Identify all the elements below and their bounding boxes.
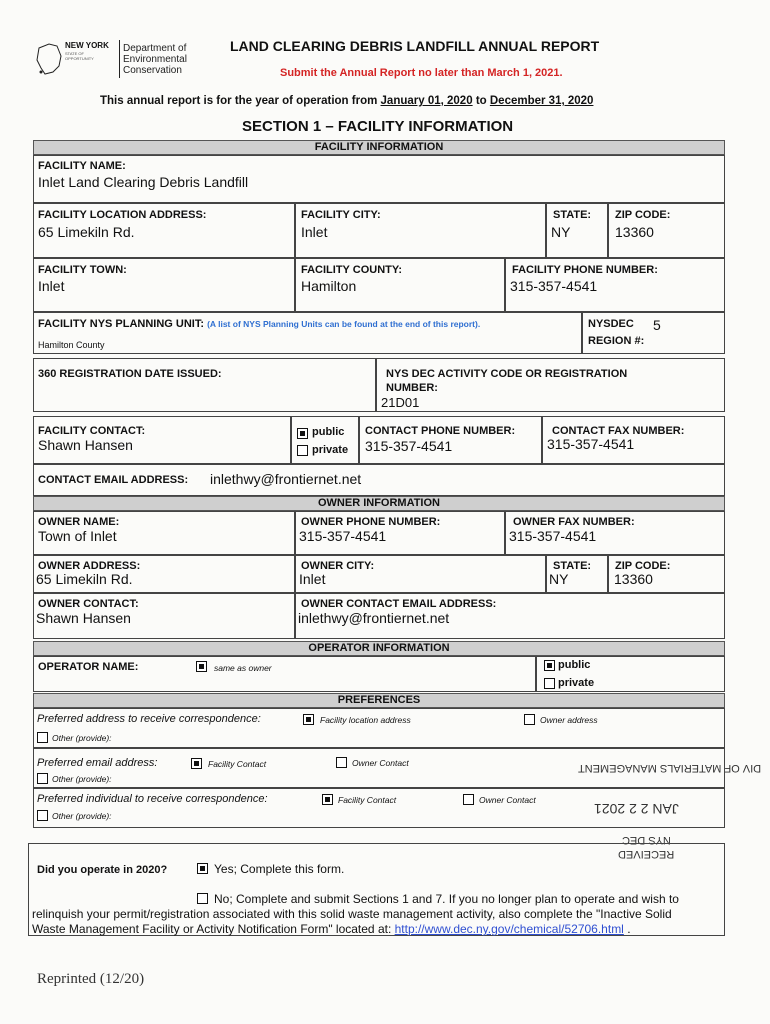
registration-date-label: 360 REGISTRATION DATE ISSUED:: [38, 368, 222, 380]
logo-divider: [119, 40, 120, 78]
pref-individual-other-label: Other (provide):: [52, 811, 112, 821]
pref-individual-facility-checkbox[interactable]: [322, 794, 333, 805]
planning-unit-cell[interactable]: [33, 312, 582, 354]
owner-email-label: OWNER CONTACT EMAIL ADDRESS:: [301, 598, 497, 610]
pref-address-owner-checkbox[interactable]: [524, 714, 535, 725]
facility-state-value: NY: [551, 224, 571, 240]
owner-email-value: inlethwy@frontiernet.net: [298, 610, 450, 626]
new-york-state-map-icon: [35, 42, 63, 78]
facility-public-label: public: [312, 426, 345, 438]
operator-private-label: private: [558, 677, 595, 689]
facility-contact-type-cell: [291, 416, 359, 464]
year-of-operation-line: [100, 95, 593, 107]
owner-state-cell[interactable]: [546, 555, 608, 593]
owner-zip-value: 13360: [614, 571, 653, 587]
preferences-bar: PREFERENCES: [33, 693, 725, 708]
owner-address-value: 65 Limekiln Rd.: [36, 571, 133, 587]
reprint-footer: Reprinted (12/20): [37, 971, 145, 987]
facility-town-value: Inlet: [38, 278, 65, 294]
pref-individual-owner-checkbox[interactable]: [463, 794, 474, 805]
owner-city-cell[interactable]: [295, 555, 546, 593]
pref-address-row: [33, 708, 725, 748]
owner-fax-cell[interactable]: [505, 511, 725, 555]
activity-code-label-2: NUMBER:: [386, 382, 438, 394]
operate-no-line3-text: Waste Management Facility or Activity Notification Form" located at:: [32, 922, 392, 936]
pref-address-facility-label: Facility location address: [320, 715, 411, 725]
owner-state-label: STATE:: [553, 560, 592, 572]
contact-fax-value: 315-357-4541: [547, 436, 635, 452]
facility-town-label: FACILITY TOWN:: [38, 264, 127, 276]
operate-yes-label: Yes; Complete this form.: [214, 862, 345, 876]
pref-email-facility-label: Facility Contact: [208, 759, 267, 769]
facility-phone-cell[interactable]: [505, 258, 725, 312]
owner-contact-cell[interactable]: [33, 593, 295, 639]
pref-email-other-label: Other (provide):: [52, 774, 112, 784]
year-to: December 31, 2020: [489, 95, 594, 107]
year-to-word: to: [475, 95, 487, 107]
facility-contact-value: Shawn Hansen: [38, 437, 133, 453]
owner-phone-cell[interactable]: [295, 511, 505, 555]
pref-address-question: Preferred address to receive correspondence:: [37, 713, 261, 725]
contact-email-cell[interactable]: [33, 464, 725, 496]
contact-phone-label: CONTACT PHONE NUMBER:: [365, 425, 516, 437]
operate-no-text: No; Complete and submit Sections 1 and 7. If you no longer plan to operate and wish to: [214, 892, 679, 906]
year-from: January 01, 2020: [380, 95, 473, 107]
operator-public-label: public: [558, 659, 591, 671]
facility-state-label: STATE:: [553, 209, 592, 221]
pref-email-owner-checkbox[interactable]: [336, 757, 347, 768]
pref-individual-question: Preferred individual to receive correspondence:: [37, 793, 268, 805]
facility-public-checkbox[interactable]: [297, 428, 308, 439]
owner-email-cell[interactable]: [295, 593, 725, 639]
region-label-1: NYSDEC: [588, 318, 634, 330]
pref-email-owner-label: Owner Contact: [352, 758, 409, 768]
facility-address-value: 65 Limekiln Rd.: [38, 224, 135, 240]
owner-zip-cell[interactable]: [608, 555, 725, 593]
owner-contact-label: OWNER CONTACT:: [38, 598, 139, 610]
operate-period: .: [627, 922, 631, 936]
activity-code-value: 21D01: [381, 395, 420, 410]
facility-contact-label: FACILITY CONTACT:: [38, 425, 146, 437]
facility-private-checkbox[interactable]: [297, 445, 308, 456]
facility-zip-value: 13360: [615, 224, 654, 240]
owner-contact-value: Shawn Hansen: [36, 610, 131, 626]
owner-fax-value: 315-357-4541: [509, 528, 597, 544]
facility-private-label: private: [312, 444, 349, 456]
pref-email-question: Preferred email address:: [37, 757, 158, 769]
owner-zip-label: ZIP CODE:: [615, 560, 671, 572]
contact-fax-label: CONTACT FAX NUMBER:: [552, 425, 685, 437]
activity-code-label-1: NYS DEC ACTIVITY CODE OR REGISTRATION: [386, 368, 628, 380]
owner-city-value: Inlet: [299, 571, 326, 587]
pref-individual-owner-label: Owner Contact: [479, 795, 536, 805]
facility-name-cell[interactable]: [33, 155, 725, 203]
same-as-owner-checkbox[interactable]: [196, 661, 207, 672]
pref-email-facility-checkbox[interactable]: [191, 758, 202, 769]
facility-address-label: FACILITY LOCATION ADDRESS:: [38, 209, 207, 221]
operator-public-checkbox[interactable]: [544, 660, 555, 671]
pref-address-owner-label: Owner address: [540, 715, 598, 725]
facility-name-label: FACILITY NAME:: [38, 160, 126, 172]
deadline-notice: Submit the Annual Report no later than March 1, 2021.: [280, 67, 563, 79]
operate-question-box: [28, 843, 725, 936]
pref-individual-other-checkbox[interactable]: [37, 810, 48, 821]
owner-phone-value: 315-357-4541: [299, 528, 387, 544]
facility-name-value: Inlet Land Clearing Debris Landfill: [38, 174, 249, 190]
facility-address-cell[interactable]: [33, 203, 295, 258]
operate-no-line2: relinquish your permit/registration associated with this solid waste management activity, also complete the "Inactive Solid: [32, 907, 672, 921]
stamp-received: RECEIVED: [618, 848, 675, 860]
facility-contact-cell[interactable]: [33, 416, 291, 464]
facility-city-cell[interactable]: [295, 203, 546, 258]
logo-ny-subtext: STATE OF OPPORTUNITY: [65, 51, 94, 61]
contact-fax-cell[interactable]: [542, 416, 725, 464]
pref-individual-facility-label: Facility Contact: [338, 795, 397, 805]
pref-address-facility-checkbox[interactable]: [303, 714, 314, 725]
facility-county-value: Hamilton: [301, 278, 357, 294]
operate-no-line3: [32, 922, 631, 936]
pref-address-other-label: Other (provide):: [52, 733, 112, 743]
operator-private-checkbox[interactable]: [544, 678, 555, 689]
facility-phone-value: 315-357-4541: [510, 278, 598, 294]
facility-zip-label: ZIP CODE:: [615, 209, 671, 221]
owner-name-label: OWNER NAME:: [38, 516, 120, 528]
facility-town-cell[interactable]: [33, 258, 295, 312]
contact-phone-cell[interactable]: [359, 416, 542, 464]
stamp-division: DIV OF MATERIALS MANAGEMENT: [578, 762, 762, 774]
operator-type-cell: [536, 656, 725, 692]
owner-information-bar: OWNER INFORMATION: [33, 496, 725, 511]
activity-code-cell[interactable]: [376, 358, 725, 412]
owner-phone-label: OWNER PHONE NUMBER:: [301, 516, 441, 528]
owner-fax-label: OWNER FAX NUMBER:: [513, 516, 635, 528]
facility-state-cell[interactable]: [546, 203, 608, 258]
planning-unit-label-text: FACILITY NYS PLANNING UNIT:: [38, 318, 205, 330]
region-cell[interactable]: [582, 312, 725, 354]
owner-address-label: OWNER ADDRESS:: [38, 560, 141, 572]
owner-name-value: Town of Inlet: [38, 528, 117, 544]
owner-address-cell[interactable]: [33, 555, 295, 593]
facility-phone-label: FACILITY PHONE NUMBER:: [512, 264, 658, 276]
planning-unit-note: (A list of NYS Planning Units can be found at the end of this report).: [207, 319, 481, 329]
year-prefix: This annual report is for the year of operation from: [100, 95, 378, 107]
operate-no-checkbox[interactable]: [197, 893, 208, 904]
section-title: SECTION 1 – FACILITY INFORMATION: [242, 118, 514, 135]
stamp-agency: NYS DEC: [622, 834, 671, 846]
nysdec-logo: [35, 40, 195, 80]
region-label-2: REGION #:: [588, 335, 645, 347]
contact-phone-value: 315-357-4541: [365, 438, 453, 454]
logo-ny-text: NEW YORK: [65, 41, 109, 50]
facility-city-label: FACILITY CITY:: [301, 209, 381, 221]
stamp-date: JAN 2 2 2021: [594, 801, 679, 817]
inactive-form-link[interactable]: http://www.dec.ny.gov/chemical/52706.html: [394, 922, 624, 936]
region-value: 5: [653, 317, 661, 333]
pref-email-other-checkbox[interactable]: [37, 773, 48, 784]
planning-unit-value: Hamilton County: [38, 340, 105, 350]
registration-date-cell[interactable]: [33, 358, 376, 412]
planning-unit-label: [38, 318, 480, 330]
same-as-owner-label: same as owner: [214, 663, 272, 673]
facility-zip-cell[interactable]: [608, 203, 725, 258]
facility-information-bar: FACILITY INFORMATION: [33, 140, 725, 155]
contact-email-value: inlethwy@frontiernet.net: [210, 471, 362, 487]
operate-yes-checkbox[interactable]: [197, 863, 208, 874]
operator-name-cell[interactable]: [33, 656, 536, 692]
facility-city-value: Inlet: [301, 224, 328, 240]
owner-city-label: OWNER CITY:: [301, 560, 375, 572]
pref-address-other-checkbox[interactable]: [37, 732, 48, 743]
facility-county-cell[interactable]: [295, 258, 505, 312]
report-title: LAND CLEARING DEBRIS LANDFILL ANNUAL REPORT: [230, 38, 600, 54]
facility-county-label: FACILITY COUNTY:: [301, 264, 403, 276]
operate-question: Did you operate in 2020?: [37, 864, 168, 876]
contact-email-label: CONTACT EMAIL ADDRESS:: [38, 474, 189, 486]
owner-state-value: NY: [549, 571, 569, 587]
owner-name-cell[interactable]: [33, 511, 295, 555]
logo-department-text: Department of Environmental Conservation: [123, 43, 187, 76]
operator-name-label: OPERATOR NAME:: [38, 661, 139, 673]
operator-information-bar: OPERATOR INFORMATION: [33, 641, 725, 656]
